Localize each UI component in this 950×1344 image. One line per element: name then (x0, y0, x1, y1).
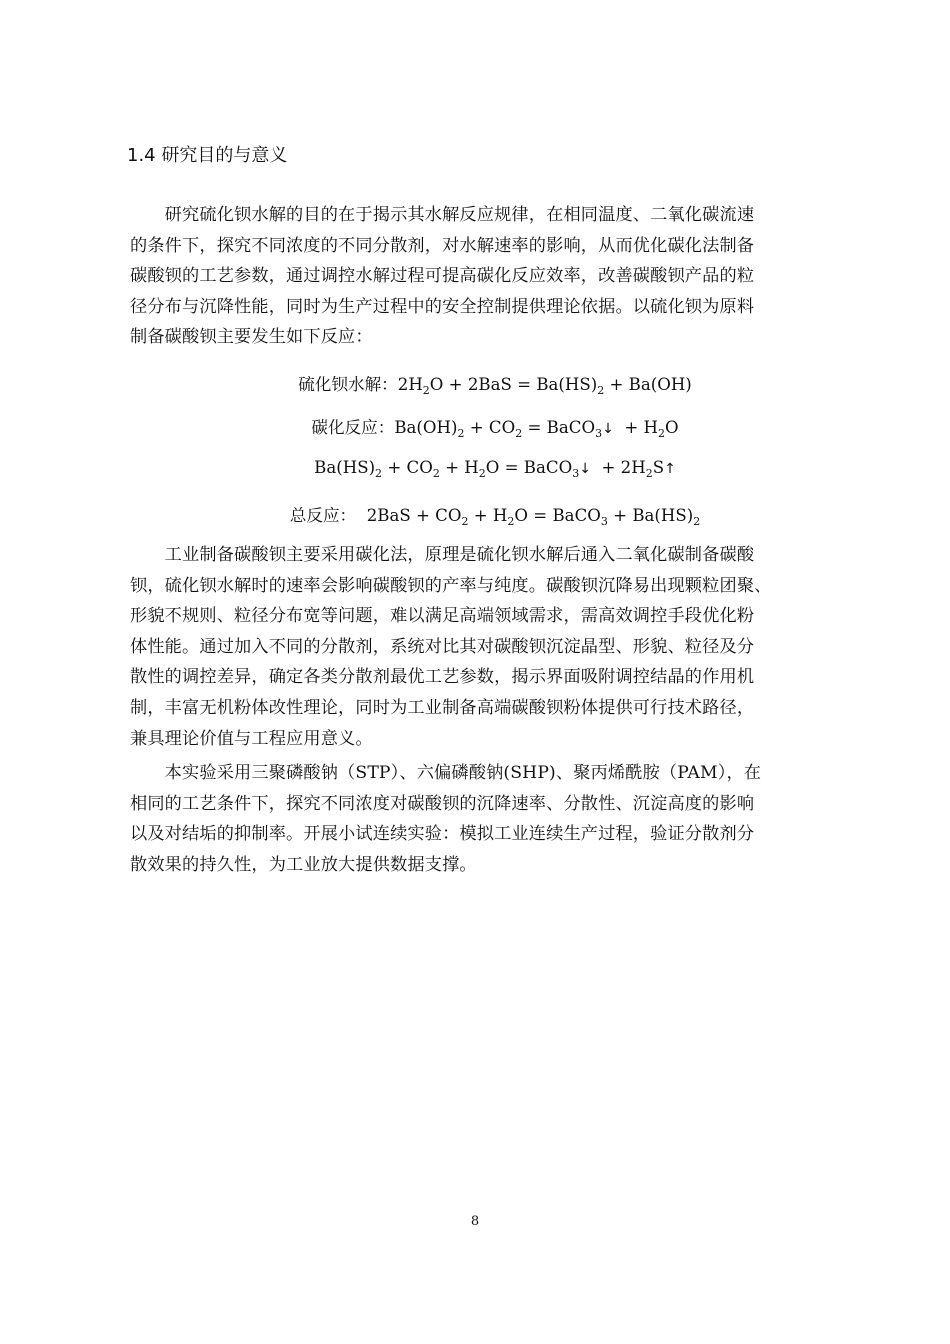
equation-label: 碳化反应： (311, 418, 395, 437)
equation-total: 总反应： $2BaS + CO_2 + H_2O$ = BaCO$_3$ + $Ba(HS)_2$ (289, 506, 701, 528)
text-line: 相同的工艺条件下，探究不同浓度对碳酸钡的沉降速率、分散性、沉淀高度的影响 (130, 793, 755, 814)
equation-hydrolysis: 硫化钡水解：$2H_2O + 2BaS = Ba(HS)_2 + Ba(OH)$ (298, 375, 692, 397)
equation-carbonation: 碳化反应：$Ba(OH)_2 + CO_2$ = BaCO$_3$↓ + $H_2O$ (311, 418, 679, 440)
page-number: 8 (470, 1214, 480, 1229)
up-arrow-icon: ↑ (664, 461, 676, 477)
text-line: 本实验采用三聚磷酸钠（STP）、六偏磷酸钠(SHP)、聚丙烯酰胺（PAM），在 (130, 763, 762, 783)
paragraph-purpose (130, 200, 823, 353)
text-line: 兼具理论价值与工程应用意义。 (130, 728, 373, 749)
text-line: 散性的调控差异，确定各类分散剂最优工艺参数，揭示界面吸附调控结晶的作用机 (130, 667, 755, 688)
text-line: 体性能。通过加入不同的分散剂，系统对比其对碳酸钡沉淀晶型、形貌、粒径及分 (130, 636, 755, 657)
text-line: 以及对结垢的抑制率。开展小试连续实验：模拟工业连续生产过程，验证分散剂分 (130, 824, 755, 845)
equation-label: 总反应： (289, 506, 357, 525)
text-line: 散效果的持久性，为工业放大提供数据支撑。 (130, 854, 477, 875)
text-line: 的条件下，探究不同浓度的不同分散剂，对水解速率的影响，从而优化碳化法制备 (130, 235, 755, 256)
text-line: 碳酸钡的工艺参数，通过调控水解过程可提高碳化反应效率，改善碳酸钡产品的粒 (130, 266, 755, 287)
down-arrow-icon: ↓ (602, 421, 614, 437)
paragraph-experiment (130, 758, 823, 880)
text-line: 钡，硫化钡水解时的速率会影响碳酸钡的产率与纯度。碳酸钡沉降易出现颗粒团聚、 (130, 575, 772, 596)
paragraph-industrial (130, 540, 823, 754)
text-line: 制备碳酸钡主要发生如下反应： (130, 327, 373, 348)
equation-hs-carbonation: $Ba(HS)_2 + CO_2 + H_2O$ = BaCO$_3$↓ + $2H_2S↑$ (314, 458, 676, 480)
text-line: 形貌不规则、粒径分布宽等问题，难以满足高端领域需求，需高效调控手段优化粉 (130, 606, 755, 627)
text-line: 制，丰富无机粉体改性理论，同时为工业制备高端碳酸钡粉体提供可行技术路径， (130, 697, 755, 718)
text-line: 径分布与沉降性能，同时为生产过程中的安全控制提供理论依据。以硫化钡为原料 (130, 296, 755, 317)
down-arrow-icon: ↓ (579, 461, 591, 477)
text-line: 研究硫化钡水解的目的在于揭示其水解反应规律，在相同温度、二氧化碳流速 (130, 205, 755, 225)
equation-label: 硫化钡水解： (298, 375, 398, 394)
text-line: 工业制备碳酸钡主要采用碳化法，原理是硫化钡水解后通入二氧化碳制备碳酸 (130, 545, 755, 565)
section-heading: 1.4 研究目的与意义 (127, 145, 288, 166)
